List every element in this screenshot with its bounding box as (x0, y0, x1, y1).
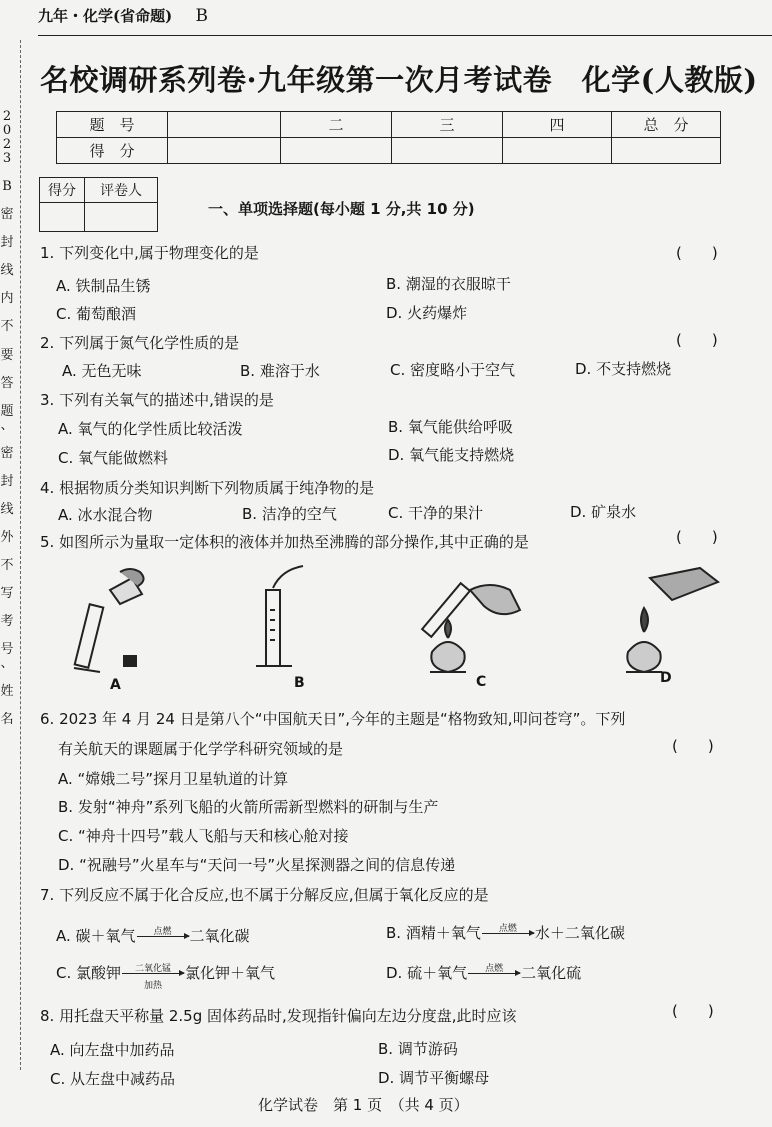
figure-label-a: A (110, 677, 121, 693)
q7-option-d[interactable] (386, 962, 581, 983)
binding-margin-char: 不 (0, 558, 14, 573)
q2-option-a[interactable]: A. 无色无味 (62, 362, 142, 380)
binding-margin-char (0, 335, 14, 349)
reaction-arrow: 点燃 (482, 927, 534, 941)
question-6-stem-line1: 6. 2023 年 4 月 24 日是第八个“中国航天日”,今年的主题是“格物致知,叩问苍穹”。下列 (40, 710, 626, 728)
grader-table (39, 177, 158, 232)
q4-option-c[interactable]: C. 干净的果汁 (388, 504, 484, 522)
q8-option-d[interactable]: D. 调节平衡螺母 (378, 1069, 490, 1087)
section-title: 一、单项选择题(每小题 1 分,共 10 分) (208, 200, 475, 218)
binding-margin-char: 外 (0, 529, 14, 545)
q2-option-d[interactable]: D. 不支持燃烧 (575, 360, 672, 378)
binding-margin-char: 答 (0, 375, 14, 391)
binding-margin-char (0, 545, 14, 559)
grader-name-label: 评卷人 (85, 178, 158, 203)
binding-margin-char (0, 517, 14, 531)
q7-option-a[interactable] (56, 925, 250, 946)
score-cell (168, 112, 281, 138)
answer-blank[interactable]: ( ) (676, 331, 718, 349)
binding-margin-char (0, 363, 14, 377)
binding-margin-char: 、 (0, 656, 14, 672)
binding-margin-char: 写 (0, 586, 14, 602)
question-1-stem: 1. 下列变化中,属于物理变化的是 (40, 244, 259, 262)
score-input-cell[interactable] (503, 138, 612, 164)
q7-a-reactants: A. 碳＋氧气 (56, 927, 136, 945)
answer-blank[interactable]: ( ) (676, 528, 718, 546)
binding-margin-char (0, 222, 14, 236)
q2-option-c[interactable]: C. 密度略小于空气 (390, 361, 516, 379)
header-version: B (195, 6, 208, 26)
q1-option-b[interactable]: B. 潮湿的衣服晾干 (386, 275, 511, 293)
q3-option-b[interactable]: B. 氧气能供给呼吸 (388, 418, 513, 436)
answer-blank[interactable]: ( ) (676, 244, 718, 262)
score-cell: 四 (503, 112, 612, 138)
figure-b-reading (256, 566, 303, 666)
question-4-stem: 4. 根据物质分类知识判断下列物质属于纯净物的是 (40, 479, 375, 497)
score-input-cell[interactable] (281, 138, 392, 164)
question-8-stem: 8. 用托盘天平称量 2.5g 固体药品时,发现指针偏向左边分度盘,此时应该 (40, 1007, 517, 1025)
lab-operations-figure (60, 560, 740, 690)
q7-b-reactants: B. 酒精＋氧气 (386, 924, 481, 942)
binding-margin-char: 密 (0, 207, 14, 223)
binding-margin-char (0, 194, 14, 208)
q7-a-products: 二氧化碳 (189, 927, 250, 945)
q3-option-d[interactable]: D. 氧气能支持燃烧 (388, 446, 515, 464)
binding-line (20, 40, 21, 1070)
binding-margin-char: 0 (2, 123, 12, 139)
answer-blank[interactable]: ( ) (672, 737, 714, 755)
binding-margin-char (0, 489, 14, 503)
binding-margin-char: B (2, 179, 12, 195)
q7-b-products: 水＋二氧化碳 (534, 924, 625, 942)
grader-score-box[interactable] (40, 203, 85, 232)
binding-margin-char (0, 573, 14, 587)
q7-option-b[interactable] (386, 922, 625, 943)
figure-a-pouring (74, 569, 144, 672)
binding-margin-char: 线 (0, 501, 14, 517)
q2-option-b[interactable]: B. 难溶于水 (240, 362, 320, 380)
reaction-arrow: 二氧化锰 加热 (122, 967, 184, 981)
score-cell: 三 (392, 112, 503, 138)
question-7-stem: 7. 下列反应不属于化合反应,也不属于分解反应,但属于氧化反应的是 (40, 886, 489, 904)
binding-margin-char: 题 (0, 403, 14, 419)
q7-d-reactants: D. 硫＋氧气 (386, 964, 468, 982)
q3-option-c[interactable]: C. 氧气能做燃料 (58, 449, 169, 467)
score-input-cell[interactable] (612, 138, 721, 164)
score-input-cell[interactable] (392, 138, 503, 164)
header-subject: 九年・化学(省命题) (38, 7, 173, 25)
binding-margin-char (0, 433, 14, 447)
q6-option-d[interactable]: D. “祝融号”火星车与“天问一号”火星探测器之间的信息传递 (58, 856, 456, 874)
score-cell: 得 分 (57, 138, 168, 164)
score-table (56, 111, 721, 164)
q7-option-c[interactable] (56, 962, 276, 991)
binding-margin-char (0, 166, 14, 180)
question-3-stem: 3. 下列有关氧气的描述中,错误的是 (40, 391, 274, 409)
figure-label-b: B (294, 675, 305, 691)
q8-option-b[interactable]: B. 调节游码 (378, 1040, 458, 1058)
q4-option-d[interactable]: D. 矿泉水 (570, 503, 637, 521)
binding-margin-char: 封 (0, 473, 14, 489)
question-6-stem-line2: 有关航天的课题属于化学学科研究领域的是 (58, 740, 344, 758)
q7-c-products: 氯化钾＋氧气 (185, 964, 276, 982)
figure-d-lamp (626, 568, 718, 672)
score-cell: 二 (281, 112, 392, 138)
binding-margin-text (0, 110, 14, 727)
reaction-arrow: 点燃 (468, 967, 520, 981)
paper-header (38, 5, 208, 26)
binding-margin-char: 2 (2, 137, 12, 153)
q7-c-reactants: C. 氯酸钾 (56, 964, 122, 982)
binding-margin-char: 密 (0, 445, 14, 461)
question-2-stem: 2. 下列属于氮气化学性质的是 (40, 334, 240, 352)
score-input-cell[interactable] (168, 138, 281, 164)
q1-option-d[interactable]: D. 火药爆炸 (386, 304, 468, 322)
binding-margin-char: 内 (0, 291, 14, 307)
q6-option-b[interactable]: B. 发射“神舟”系列飞船的火箭所需新型燃料的研制与生产 (58, 798, 439, 816)
figure-label-d: D (660, 670, 672, 686)
answer-blank[interactable]: ( ) (672, 1002, 714, 1020)
binding-margin-char (0, 306, 14, 320)
binding-margin-char: 姓 (0, 684, 14, 700)
binding-margin-char (0, 629, 14, 643)
score-cell: 题 号 (57, 112, 168, 138)
q8-option-a[interactable]: A. 向左盘中加药品 (50, 1041, 175, 1059)
header-divider (38, 35, 772, 36)
paper-title: 名校调研系列卷·九年级第一次月考试卷 化学(人教版) (40, 63, 758, 97)
binding-margin-char: 、 (0, 417, 14, 433)
binding-margin-char: 要 (0, 347, 14, 363)
q4-option-b[interactable]: B. 洁净的空气 (242, 505, 337, 523)
binding-margin-char (0, 391, 14, 405)
q4-option-a[interactable]: A. 冰水混合物 (58, 506, 153, 524)
figure-label-c: C (476, 674, 487, 690)
question-5-stem: 5. 如图所示为量取一定体积的液体并加热至沸腾的部分操作,其中正确的是 (40, 533, 529, 551)
binding-margin-char: 3 (2, 151, 12, 167)
page-footer: 化学试卷 第 1 页 （共 4 页） (258, 1096, 469, 1114)
binding-margin-char: 不 (0, 319, 14, 335)
q7-d-products: 二氧化硫 (521, 964, 582, 982)
score-cell: 总 分 (612, 112, 721, 138)
binding-margin-char (0, 699, 14, 713)
grader-score-label: 得分 (40, 178, 85, 203)
binding-margin-char: 名 (0, 712, 14, 728)
binding-margin-char: 2 (2, 109, 12, 124)
grader-name-box[interactable] (85, 203, 158, 232)
q6-option-c[interactable]: C. “神舟十四号”载人飞船与天和核心舱对接 (58, 827, 349, 845)
q1-option-c[interactable]: C. 葡萄酿酒 (56, 305, 137, 323)
q8-option-c[interactable]: C. 从左盘中减药品 (50, 1070, 176, 1088)
binding-margin-char: 考 (0, 614, 14, 630)
figure-c-heating (422, 583, 520, 672)
score-table-score-row (57, 138, 721, 164)
q6-option-a[interactable]: A. “嫦娥二号”探月卫星轨道的计算 (58, 770, 289, 788)
binding-margin-char (0, 461, 14, 475)
binding-margin-char: 线 (0, 263, 14, 279)
q1-option-a[interactable]: A. 铁制品生锈 (56, 277, 151, 295)
binding-margin-char: 封 (0, 235, 14, 251)
binding-margin-char: 号 (0, 642, 14, 658)
reaction-arrow: 点燃 (137, 930, 189, 944)
q3-option-a[interactable]: A. 氧气的化学性质比较活泼 (58, 420, 243, 438)
score-table-header-row (57, 112, 721, 138)
